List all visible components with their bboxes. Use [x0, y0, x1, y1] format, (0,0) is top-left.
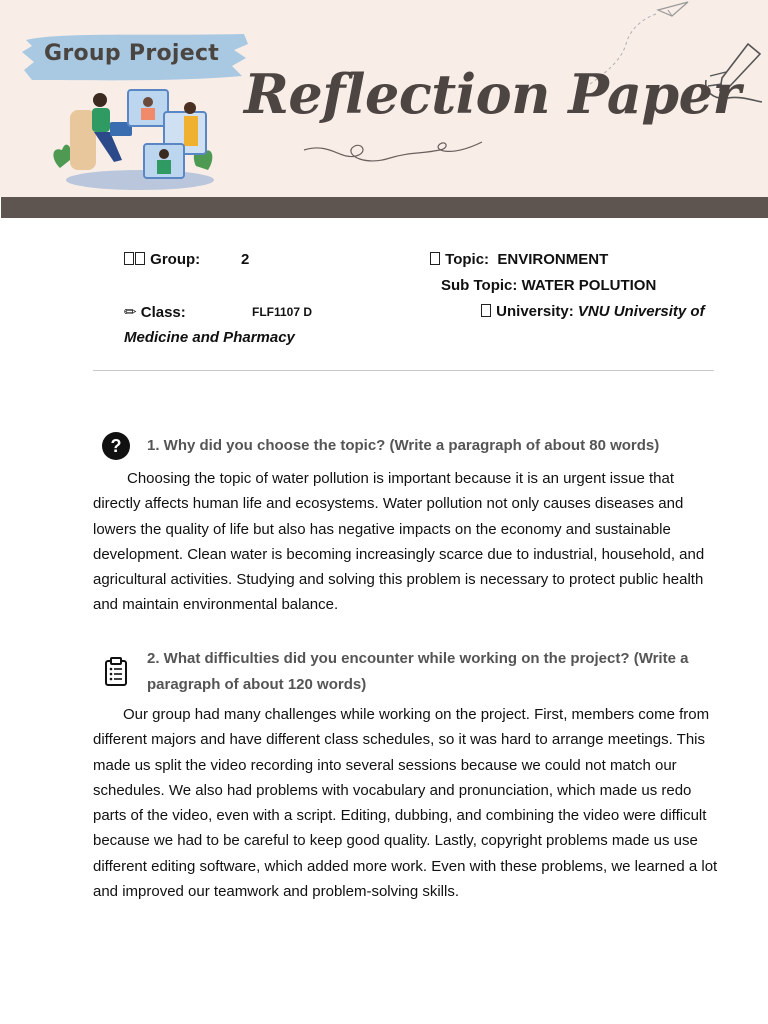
question-circle-icon: ? [102, 432, 130, 460]
page-title: Reflection Paper [244, 62, 741, 126]
question-2-title: 2. What difficulties did you encounter while working on the project? (Write a paragraph of about 120 words) [147, 650, 689, 693]
university-value-line2: Medicine and Pharmacy [124, 329, 295, 346]
topic-icon [430, 252, 440, 265]
group-field [124, 251, 200, 268]
team-illustration [40, 88, 240, 193]
question-1-title: 1. Why did you choose the topic? (Write a paragraph of about 80 words) [147, 437, 660, 454]
topic-field [430, 251, 608, 268]
decorative-swirl [300, 136, 490, 176]
subtopic-field [441, 277, 656, 294]
header-banner [0, 0, 768, 197]
question-1-answer: Choosing the topic of water pollution is important because it is an urgent issue that directly affects human life and ecosystems. Water pollution not only causes diseases and lowers the quality of life but also has negative impacts on the economy and sustainable development. Clean water is becoming increasingly scarce due to industrial, household, and agricultural activities. Studying and solving this problem is necessary to protect public health and maintain environmental balance. [93, 470, 705, 614]
university-field [481, 303, 705, 320]
banner-divider-bar [1, 197, 768, 218]
university-label: University: [496, 303, 574, 320]
class-value: FLF1107 D [252, 305, 313, 319]
question-2-answer: Our group had many challenges while working on the project. First, members come from different majors and have different class schedules, so it was hard to arrange meetings. This made us split the video recording into several sessions because we could not match our schedules. We also had problems with vocabulary and pronunciation, which made us redo parts of the video, even with a script. Editing, dubbing, and combining the video were difficult because we had to be careful to keep good quality. Lastly, copyright problems made us use different editing software, which added more work. Even with these problems, we learned a lot and improved our teamwork and problem-solving skills. [93, 706, 718, 901]
topic-label: Topic: [445, 251, 490, 268]
group-project-tag: Group Project [44, 41, 220, 66]
people-icon [124, 251, 146, 268]
class-label: Class: [140, 304, 186, 321]
subtopic-value: WATER POLUTION [521, 277, 657, 294]
group-value: 2 [241, 251, 250, 268]
clipboard-icon [104, 657, 128, 687]
section-divider [93, 370, 714, 371]
class-field [124, 303, 186, 321]
subtopic-label: Sub Topic: [441, 277, 518, 294]
topic-value: ENVIRONMENT [497, 251, 609, 268]
pencil-icon: ✏ [124, 304, 137, 321]
university-value-line1: VNU University of [577, 303, 705, 320]
university-icon [481, 304, 491, 317]
group-label: Group: [150, 251, 201, 268]
